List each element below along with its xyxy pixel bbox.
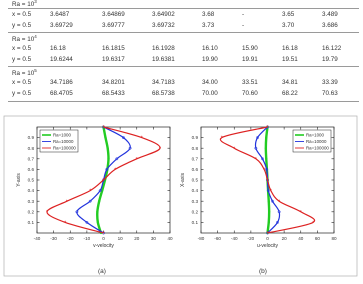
series-marker: *: [269, 189, 272, 195]
y-tick-label: 0.1: [191, 220, 198, 225]
series-marker: [268, 200, 270, 202]
series-marker: [98, 200, 100, 202]
table-cell: 19.90: [202, 56, 218, 63]
table-cell: 34.8201: [102, 79, 125, 86]
table-cell: 68.5738: [152, 90, 175, 97]
y-tick-label: 0.5: [27, 177, 34, 183]
table-cell: 34.81: [282, 79, 298, 86]
x-tick-label: 20: [134, 236, 140, 241]
legend-label: Ra=100000: [53, 145, 76, 151]
y-tick-label: 0.2: [191, 209, 198, 215]
legend-label: Ra=1000: [53, 132, 71, 138]
series-marker: *: [266, 231, 269, 237]
series-marker: *: [102, 231, 105, 237]
series-marker: *: [220, 136, 223, 142]
x-tick-label: -60: [214, 236, 221, 241]
table-cell: 70.00: [202, 90, 218, 97]
x-tick-label: 0: [266, 236, 269, 241]
table-cell: 16.10: [202, 45, 218, 52]
section-label: $Ra = 10^4$: [12, 34, 37, 44]
table-cell: 3.489: [322, 11, 338, 18]
chart-a-v-velocity: [16, 125, 173, 249]
series-marker: [97, 221, 99, 223]
series-marker: *: [254, 157, 257, 163]
y-axis-label: Y-axis: [16, 173, 22, 187]
x-axis-label: u-velocity: [256, 243, 279, 249]
y-tick-label: 0.3: [27, 198, 34, 204]
series-marker: [104, 137, 106, 139]
table-cell: 19.79: [322, 56, 338, 63]
x-tick-label: 10: [117, 236, 123, 241]
chart-b-u-velocity: [180, 125, 337, 249]
x-tick-label: -20: [66, 236, 74, 241]
series-marker: *: [278, 199, 281, 205]
series-marker: [107, 158, 109, 160]
table-cell: 33.51: [242, 79, 258, 86]
table-cell: 16.1815: [102, 45, 125, 52]
caption-a: (a): [98, 268, 106, 275]
table-cell: 15.90: [242, 45, 258, 52]
x-axis-label: v-velocity: [93, 243, 114, 249]
series-marker: *: [299, 210, 302, 216]
row-label: y = 0.5: [12, 90, 32, 97]
series-marker: [265, 158, 267, 160]
y-tick-label: 0.7: [191, 156, 198, 162]
table-cell: 3.686: [322, 22, 338, 29]
series-marker: [265, 137, 267, 139]
table-cell: 3.65: [282, 11, 295, 18]
y-tick-label: 0.9: [27, 135, 34, 141]
table-cell: -: [242, 11, 245, 18]
y-axis-label: X-axis: [180, 173, 186, 187]
series-marker: *: [64, 221, 67, 226]
x-tick-label: 30: [150, 236, 156, 241]
table-cell: 3.73: [202, 22, 215, 29]
series-marker: *: [140, 136, 143, 142]
section-label: $Ra = 10^3$: [12, 0, 37, 9]
table-cell: 3.6487: [50, 11, 70, 18]
table-cell: 3.69777: [102, 22, 125, 29]
series-marker: *: [102, 125, 105, 131]
table-cell: 34.7183: [152, 79, 175, 86]
series-marker: [268, 211, 270, 213]
table-cell: 34.7186: [50, 79, 73, 86]
table-cell: -: [242, 22, 245, 29]
table-cell: 19.6317: [102, 56, 125, 63]
series-marker: *: [263, 168, 266, 173]
table-cell: 19.6381: [152, 56, 175, 63]
y-tick-label: 0.1: [27, 220, 34, 225]
x-tick-label: -30: [50, 236, 57, 241]
series-marker: *: [114, 168, 117, 173]
y-tick-label: 0.8: [27, 145, 34, 151]
y-tick-label: 0.3: [191, 198, 198, 204]
table-cell: 68.4705: [50, 90, 73, 97]
y-tick-label: 0.7: [27, 156, 34, 162]
table-cell: 19.51: [282, 56, 298, 63]
table-cell: 16.18: [50, 45, 66, 52]
y-tick-label: 0.9: [191, 135, 198, 141]
series-marker: *: [266, 178, 269, 184]
table-cell: 16.18: [282, 45, 298, 52]
table-cell: 3.68: [202, 11, 215, 18]
series-marker: *: [102, 178, 105, 184]
table-cell: 19.91: [242, 56, 258, 63]
x-tick-label: 80: [331, 236, 337, 241]
x-tick-label: 20: [281, 236, 287, 241]
row-label: x = 0.5: [12, 11, 32, 18]
x-tick-label: 0: [102, 236, 105, 241]
table-cell: 70.60: [242, 90, 258, 97]
table-cell: 68.22: [282, 90, 298, 97]
row-label: x = 0.5: [12, 45, 32, 52]
y-tick-label: 0.6: [191, 167, 198, 172]
y-tick-label: 0.4: [27, 188, 34, 194]
row-label: x = 0.5: [12, 79, 32, 86]
legend-label: Ra=100000: [306, 145, 329, 151]
table-cell: 34.00: [202, 79, 218, 86]
series-marker: *: [312, 221, 315, 226]
series-marker: *: [89, 189, 92, 195]
section-label: $Ra = 10^5$: [12, 68, 37, 78]
x-tick-label: 40: [167, 236, 173, 241]
x-tick-label: -40: [33, 236, 41, 241]
series-marker: *: [65, 199, 69, 205]
legend-label: Ra=10000: [306, 139, 327, 145]
table-cell: 19.6244: [50, 56, 73, 63]
legend-label: Ra=10000: [53, 139, 74, 145]
y-tick-label: 0.2: [27, 209, 34, 215]
table-cell: 16.1928: [152, 45, 175, 52]
table-cell: 3.69729: [50, 22, 73, 29]
series-marker: *: [266, 125, 269, 131]
y-tick-label: 0.4: [191, 188, 198, 194]
x-tick-label: 60: [314, 236, 320, 241]
caption-b: (b): [259, 268, 267, 275]
series-marker: [268, 221, 270, 223]
series-marker: [107, 147, 109, 149]
y-tick-label: 0.5: [191, 177, 198, 183]
x-tick-label: -80: [197, 236, 205, 241]
legend-label: Ra=1000: [306, 132, 324, 138]
x-tick-label: -20: [247, 236, 255, 241]
table-cell: 3.69732: [152, 22, 175, 29]
table-cell: 3.70: [282, 22, 295, 29]
table-cell: 70.63: [322, 90, 338, 97]
series-marker: *: [158, 146, 162, 152]
row-label: y = 0.5: [12, 56, 32, 63]
series-marker: *: [233, 146, 236, 152]
row-label: y = 0.5: [12, 22, 32, 29]
series-marker: *: [45, 210, 49, 216]
table-cell: 33.39: [322, 79, 338, 86]
series-marker: [96, 211, 98, 213]
table-cell: 3.64869: [102, 11, 125, 18]
table-cell: 16.122: [322, 45, 342, 52]
series-marker: *: [135, 157, 138, 163]
table-cell: 68.5433: [102, 90, 125, 97]
series-marker: [265, 147, 267, 149]
y-tick-label: 0.8: [191, 145, 198, 151]
x-tick-label: -10: [83, 236, 91, 241]
table-cell: 3.64902: [152, 11, 175, 18]
x-tick-label: 40: [298, 236, 304, 241]
y-tick-label: 0.6: [27, 167, 34, 172]
x-tick-label: -40: [230, 236, 238, 241]
